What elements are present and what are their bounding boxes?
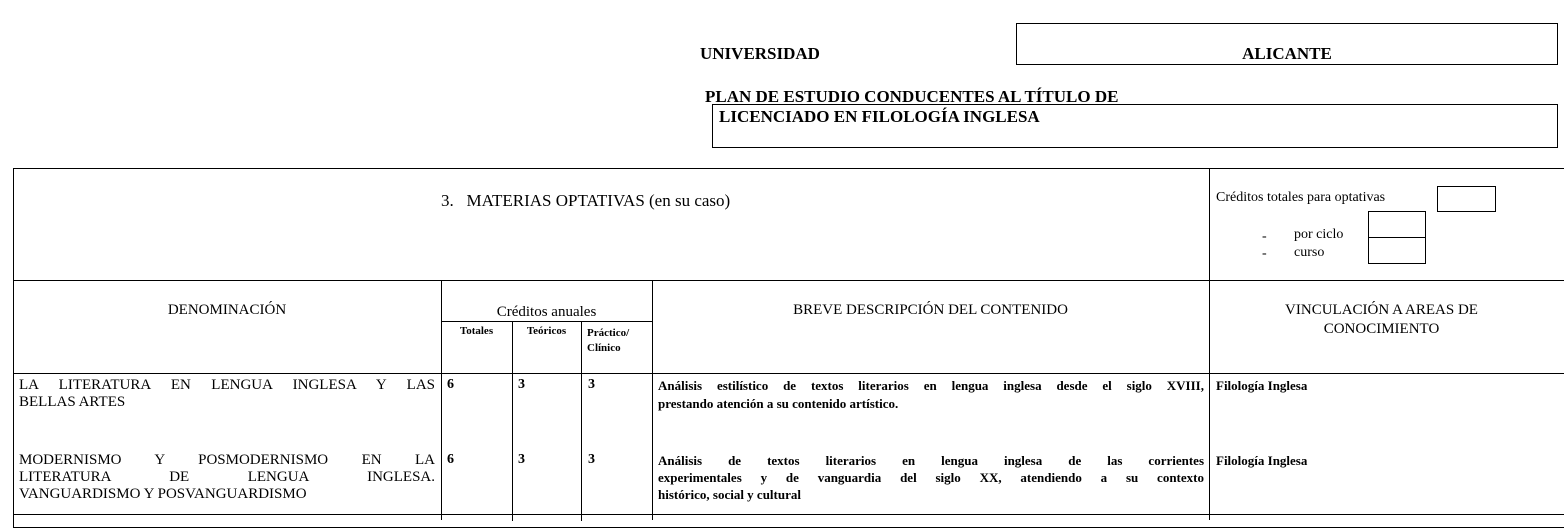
rule-credits-subheader xyxy=(441,321,652,322)
section-title: 3. MATERIAS OPTATIVAS (en su caso) xyxy=(441,191,731,210)
row2-teoricos: 3 xyxy=(518,452,525,467)
col-teoricos: Teóricos xyxy=(526,325,567,337)
col-vinculacion-line1: VINCULACIÓN A AREAS DE xyxy=(1285,302,1478,318)
plan-label: PLAN DE ESTUDIO CONDUCENTES AL TÍTULO DE xyxy=(705,87,1119,106)
rule-col-descripcion xyxy=(1209,168,1210,520)
university-value: ALICANTE xyxy=(1242,44,1332,63)
credits-total-label: Créditos totales para optativas xyxy=(1216,190,1386,205)
row1-practicos: 3 xyxy=(588,377,595,392)
rule-header-bottom xyxy=(13,373,1564,374)
credits-total-box xyxy=(1437,186,1496,212)
row1-teoricos: 3 xyxy=(518,377,525,392)
row2-totales: 6 xyxy=(447,452,454,467)
per-cycle-label: por ciclo xyxy=(1294,227,1344,242)
row2-name-line1: MODERNISMO Y POSMODERNISMO EN LA xyxy=(19,452,435,468)
row2-name-line2: LITERATURA DE LENGUA INGLESA. xyxy=(19,469,435,485)
university-box xyxy=(1016,23,1558,65)
col-practico-line2: Clínico xyxy=(587,342,621,354)
row1-name-line1: LA LITERATURA EN LENGUA INGLESA Y LAS xyxy=(19,377,435,393)
col-denominacion: DENOMINACIÓN xyxy=(167,302,287,318)
dash-course: - xyxy=(1262,246,1267,261)
rule-col-teoricos xyxy=(581,321,582,521)
row1-area: Filología Inglesa xyxy=(1216,378,1308,393)
rule-col-totales xyxy=(512,321,513,521)
per-course-label: curso xyxy=(1294,245,1325,260)
row1-desc-line2: prestando atención a su contenido artístico. xyxy=(658,396,899,411)
col-practico-line1: Práctico/ xyxy=(587,327,630,339)
row2-name-line3: VANGUARDISMO Y POSVANGUARDISMO xyxy=(19,486,307,502)
row1-desc-line1: Análisis estilístico de textos literarios en lengua inglesa desde el siglo XVIII, xyxy=(658,378,1204,393)
row1-name-line2: BELLAS ARTES xyxy=(19,394,126,410)
rule-bottom xyxy=(13,514,1564,515)
per-course-box xyxy=(1368,237,1426,264)
col-vinculacion-line2: CONOCIMIENTO xyxy=(1323,321,1440,337)
col-totales: Totales xyxy=(459,325,494,337)
row2-desc-line1: Análisis de textos literarios en lengua inglesa de las corrientes xyxy=(658,453,1204,468)
dash-cycle: - xyxy=(1262,229,1267,244)
plan-value: LICENCIADO EN FILOLOGÍA INGLESA xyxy=(719,107,1040,126)
plan-box xyxy=(712,104,1558,148)
row2-desc-line3: histórico, social y cultural xyxy=(658,487,801,502)
university-label: UNIVERSIDAD xyxy=(700,44,820,63)
rule-section-bottom xyxy=(13,280,1564,281)
col-descripcion: BREVE DESCRIPCIÓN DEL CONTENIDO xyxy=(793,302,1068,318)
col-creditos: Créditos anuales xyxy=(496,304,597,320)
row1-totales: 6 xyxy=(447,377,454,392)
row2-desc-line2: experimentales y de vanguardia del siglo XX, atendiendo a su contexto xyxy=(658,470,1204,485)
row2-practicos: 3 xyxy=(588,452,595,467)
row2-area: Filología Inglesa xyxy=(1216,453,1308,468)
per-cycle-box xyxy=(1368,211,1426,238)
